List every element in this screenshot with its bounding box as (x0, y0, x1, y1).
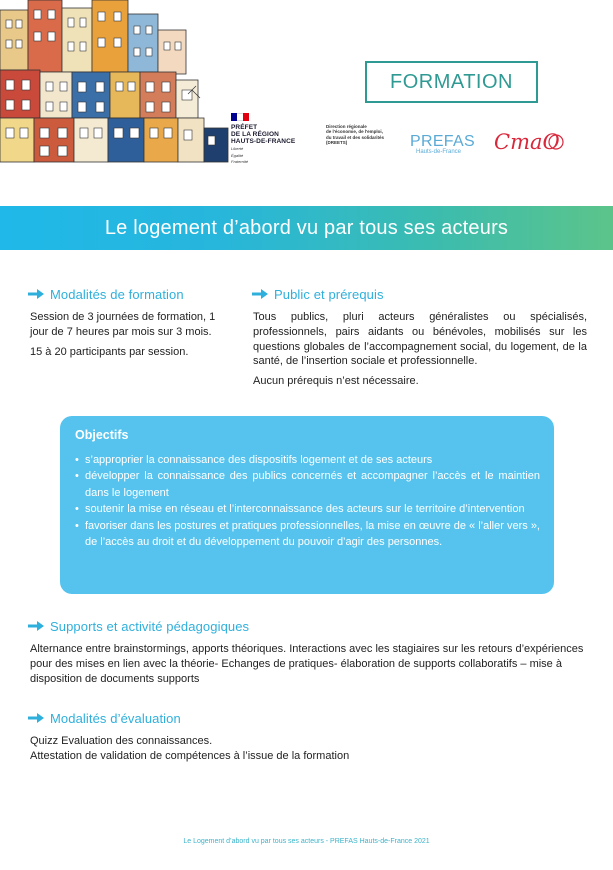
page-title: Le logement d’abord vu par tous ses acteurs (104, 216, 509, 239)
public-line-2: Aucun prérequis n’est nécessaire. (253, 375, 419, 388)
colorful-buildings-illustration (0, 0, 230, 165)
dreets-line-3: du travail et des solidarités (DREETS) (326, 134, 385, 146)
section-heading-supports (28, 618, 249, 634)
supports-text: Alternance entre brainstormings, apports théoriques. Interactions avec les stagiaires sur les retours d’expériences pour des mises en lien avec la théorie- Echanges de pratiques- élaboration de supports collaboratifs – mise à disposition de documents supports (30, 643, 584, 685)
objectif-item: • soutenir la mise en réseau et l’interconnaissance des acteurs sur le territoire d’intervention (75, 501, 540, 517)
objectifs-heading: Objectifs (75, 428, 129, 442)
footer-text: Le Logement d’abord vu par tous ses acteurs - PREFAS Hauts-de-France 2021 (183, 838, 430, 845)
evaluation-line-1: Quizz Evaluation des connaissances. (30, 735, 213, 747)
public-heading: Public et prérequis (274, 286, 384, 302)
motto-line-3: Fraternité (231, 159, 249, 165)
cmao-logo (492, 125, 568, 157)
prefet-line-1: PRÉFET (231, 124, 258, 131)
prefet-line-2: DE LA RÉGION (231, 131, 279, 138)
arrow-right-icon (28, 289, 44, 299)
objectifs-list (75, 452, 540, 550)
french-flag-icon (231, 113, 249, 121)
modalites-formation-line-2: 15 à 20 participants par session. (30, 345, 189, 358)
section-heading-public (252, 286, 384, 302)
modalites-formation-line-1: Session de 3 journées de formation, 1 jour de 7 heures par mois sur 3 mois. (30, 311, 216, 338)
evaluation-heading: Modalités d’évaluation (50, 710, 181, 726)
evaluation-text (30, 734, 588, 764)
title-banner (0, 206, 613, 250)
arrow-right-icon (252, 289, 268, 299)
public-line-1: Tous publics, pluri acteurs généralistes ou spécialisés, professionnels, pairs aidants ou bénévoles, mobilisés sur les questions globales de l’accompagnement social, du logement, de la santé, de l’insertion sociale et professionnelle. (253, 311, 587, 368)
motto-line-2: Égalité (231, 152, 244, 158)
dreets-line-1: Direction régionale (326, 124, 367, 129)
modalites-formation-heading: Modalités de formation (50, 286, 184, 302)
modalites-formation-text (30, 310, 233, 359)
arrow-right-icon (28, 713, 44, 723)
section-heading-modalites-formation (28, 286, 184, 302)
prefas-name: PREFAS (410, 133, 475, 150)
objectif-item: • favoriser dans les postures et pratiques professionnelles, la mise en œuvre de « l’aller vers », de l’accès au droit et du développement du pouvoir d’agir des personnes. (75, 518, 540, 551)
header (0, 0, 613, 170)
objectif-item: • s’approprier la connaissance des dispositifs logement et de ses acteurs (75, 452, 540, 468)
objectifs-box (60, 416, 554, 594)
objectif-item: • développer la connaissance des publics concernés et accompagner l’accès et le maintien dans le logement (75, 468, 540, 501)
public-text (253, 310, 587, 389)
section-heading-evaluation (28, 710, 181, 726)
prefas-region: Hauts-de-France (416, 149, 462, 155)
dreets-logo-text (326, 124, 406, 146)
motto-line-1: Liberté (231, 146, 244, 151)
prefas-logo (410, 133, 475, 155)
formation-label-box (365, 61, 538, 103)
supports-heading: Supports et activité pédagogiques (50, 618, 250, 634)
evaluation-line-2: Attestation de validation de compétences à l’issue de la formation (30, 749, 350, 762)
dreets-line-2: de l'économie, de l'emploi, (326, 129, 383, 135)
formation-label: FORMATION (389, 70, 513, 93)
cmao-name: CmaO (494, 130, 560, 154)
prefet-region-logo (231, 113, 311, 165)
prefet-line-3: HAUTS-DE-FRANCE (231, 138, 296, 145)
arrow-right-icon (28, 621, 44, 631)
